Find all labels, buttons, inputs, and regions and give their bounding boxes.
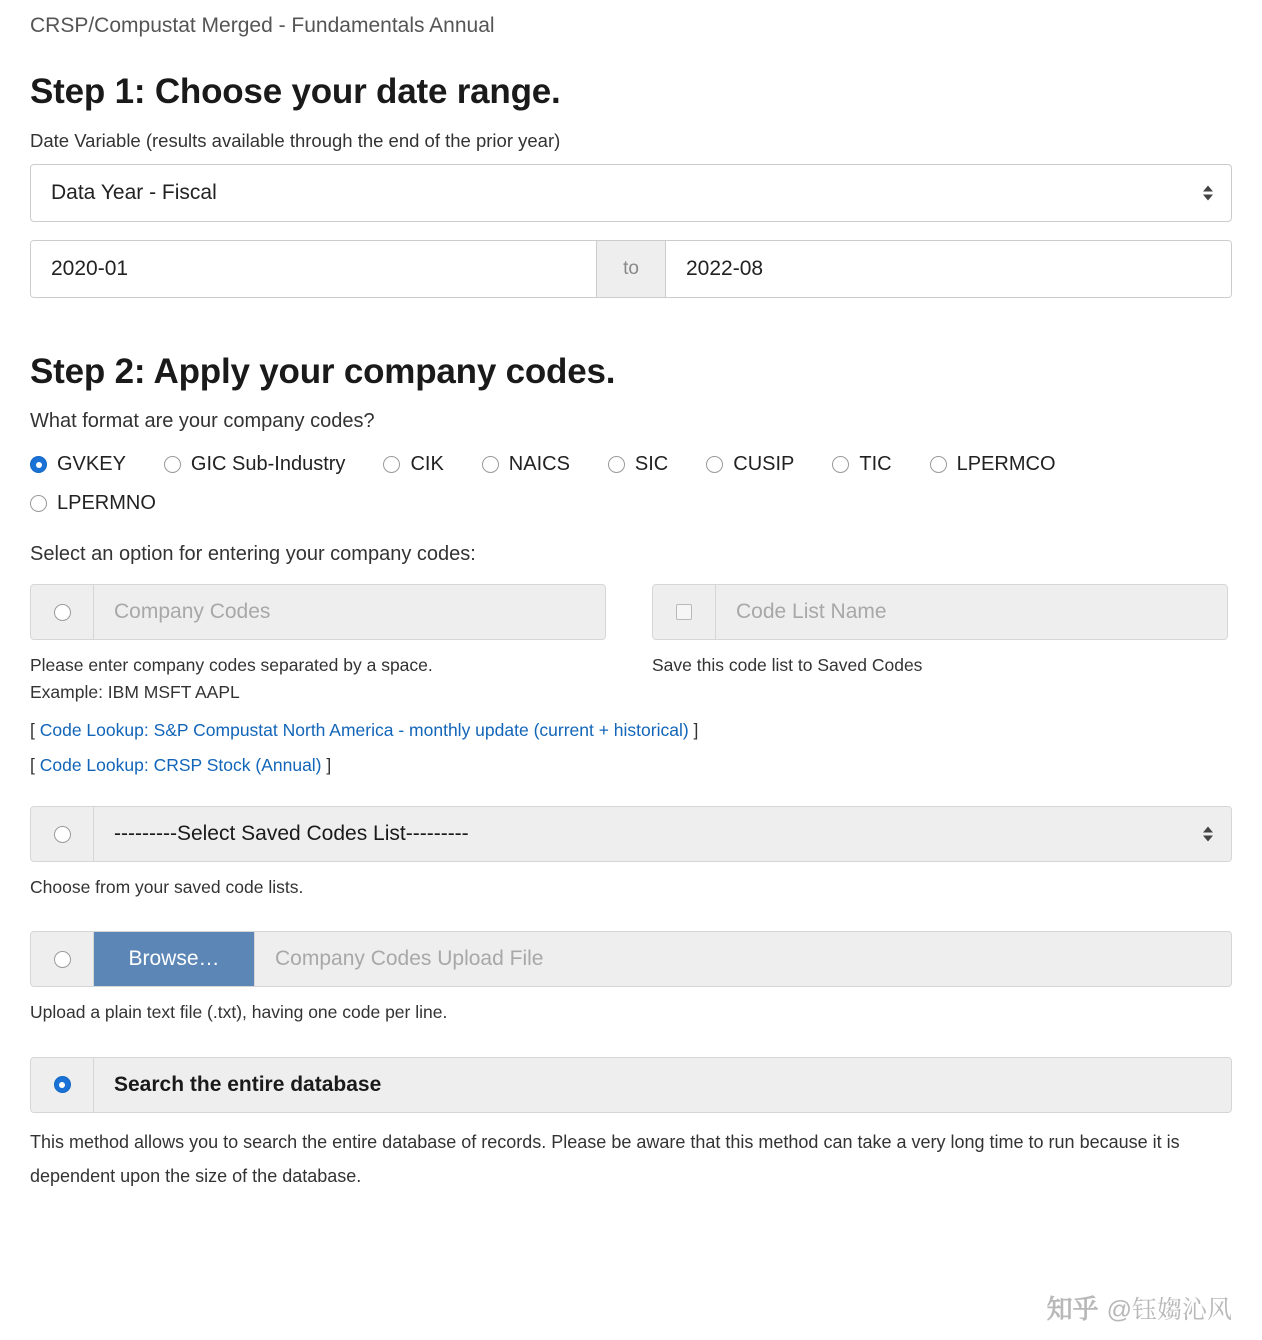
radio-icon	[832, 456, 849, 473]
step2-heading: Step 2: Apply your company codes.	[30, 352, 616, 391]
saved-codes-radio-addon[interactable]	[31, 807, 94, 861]
code-list-name-input[interactable]: Code List Name	[716, 585, 1227, 639]
radio-label: TIC	[859, 453, 892, 475]
code-entry-columns	[30, 584, 1232, 706]
date-variable-value: Data Year - Fiscal	[51, 181, 217, 204]
step1-heading: Step 1: Choose your date range.	[30, 72, 561, 111]
date-range-row	[30, 240, 1232, 298]
radio-icon	[706, 456, 723, 473]
radio-label: LPERMCO	[956, 453, 1056, 475]
radio-icon	[54, 826, 71, 843]
radio-label: GIC Sub-Industry	[190, 453, 346, 475]
company-codes-input-group[interactable]	[30, 584, 606, 640]
bracket-open: [	[30, 755, 40, 776]
chevron-updown-icon	[1203, 827, 1213, 842]
radio-naics[interactable]	[482, 453, 570, 476]
chevron-updown-icon	[1203, 186, 1213, 201]
radio-icon	[164, 456, 181, 473]
zhihu-logo-icon: 知乎	[1046, 1294, 1099, 1324]
radio-icon	[930, 456, 947, 473]
radio-icon	[30, 495, 47, 512]
breadcrumb: CRSP/Compustat Merged - Fundamentals Annual	[30, 14, 495, 37]
browse-button[interactable]: Browse…	[94, 932, 255, 986]
date-to-input[interactable]: 2022-08	[666, 241, 1231, 297]
radio-icon	[383, 456, 400, 473]
bracket-close: ]	[688, 720, 699, 741]
upload-file-input[interactable]: Company Codes Upload File	[255, 932, 1231, 986]
search-entire-radio-addon[interactable]	[31, 1058, 94, 1112]
radio-label: GVKEY	[57, 453, 126, 475]
code-list-name-column	[652, 584, 1228, 706]
date-variable-label: Date Variable (results available through the end of the prior year)	[30, 130, 561, 151]
code-lookup-compustat-link[interactable]: Code Lookup: S&P Compustat North America - monthly update (current + historical)	[39, 720, 689, 741]
search-entire-note: This method allows you to search the entire database of records. Please be aware that this method can take a very long time to run because it is dependent upon the size of the database.	[30, 1131, 1180, 1186]
radio-lpermno[interactable]	[30, 492, 1232, 515]
radio-label: LPERMNO	[57, 492, 156, 514]
saved-codes-select[interactable]: ---------Select Saved Codes List---------	[94, 807, 1231, 861]
watermark	[1047, 1289, 1232, 1326]
radio-label: SIC	[634, 453, 669, 475]
code-list-helper: Save this code list to Saved Codes	[652, 655, 923, 675]
watermark-handle: @钰媰沁风	[1106, 1295, 1232, 1324]
checkbox-icon	[676, 604, 692, 620]
radio-gvkey[interactable]	[30, 453, 126, 476]
bracket-close: ]	[321, 755, 332, 776]
entry-option-subtitle: Select an option for entering your company codes:	[30, 543, 476, 565]
upload-helper: Upload a plain text file (.txt), having one code per line.	[30, 1002, 448, 1023]
radio-label: CUSIP	[733, 453, 795, 475]
company-codes-radio-addon[interactable]	[31, 585, 94, 639]
radio-tic[interactable]	[832, 453, 891, 476]
code-list-checkbox-addon[interactable]	[653, 585, 716, 639]
radio-icon	[54, 604, 71, 621]
upload-file-group[interactable]	[30, 931, 1232, 987]
saved-codes-helper: Choose from your saved code lists.	[30, 877, 304, 898]
company-codes-helper	[30, 652, 606, 706]
date-range-separator: to	[596, 241, 666, 297]
code-lookup-crsp-link[interactable]: Code Lookup: CRSP Stock (Annual)	[39, 755, 322, 776]
search-entire-label: Search the entire database	[94, 1058, 1231, 1112]
date-variable-select[interactable]	[30, 164, 1232, 222]
radio-gic-sub-industry[interactable]	[164, 453, 346, 476]
saved-codes-group[interactable]	[30, 806, 1232, 862]
bracket-open: [	[30, 720, 40, 741]
radio-icon	[482, 456, 499, 473]
search-entire-database-group[interactable]	[30, 1057, 1232, 1113]
company-codes-input[interactable]: Company Codes	[94, 585, 605, 639]
radio-cik[interactable]	[383, 453, 443, 476]
radio-icon	[608, 456, 625, 473]
company-codes-helper-line1: Please enter company codes separated by a space.	[30, 655, 433, 675]
code-list-name-input-group[interactable]	[652, 584, 1228, 640]
code-format-question: What format are your company codes?	[30, 410, 375, 432]
radio-icon	[30, 456, 47, 473]
radio-label: NAICS	[508, 453, 570, 475]
code-format-radio-group	[30, 453, 1232, 531]
company-codes-column	[30, 584, 606, 706]
radio-label: CIK	[410, 453, 444, 475]
company-codes-helper-line2: Example: IBM MSFT AAPL	[30, 682, 240, 703]
radio-icon	[54, 1076, 71, 1093]
code-lookup-line-1	[30, 720, 1232, 741]
date-from-input[interactable]: 2020-01	[31, 241, 596, 297]
radio-lpermco[interactable]	[930, 453, 1056, 476]
radio-sic[interactable]	[608, 453, 668, 476]
upload-radio-addon[interactable]	[31, 932, 94, 986]
radio-icon	[54, 951, 71, 968]
radio-cusip[interactable]	[706, 453, 794, 476]
code-lookup-line-2	[30, 755, 1232, 776]
